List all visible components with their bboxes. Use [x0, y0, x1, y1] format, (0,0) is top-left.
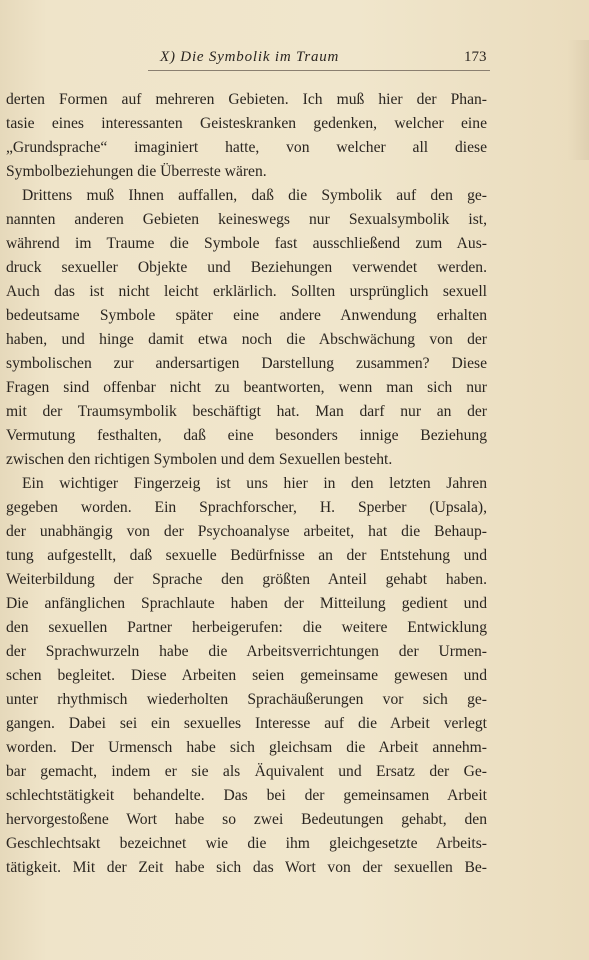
text-line: bar gemacht, indem er sie als Äquivalent und Ersatz der Ge-: [6, 763, 487, 780]
text-line: mit der Traumsymbolik beschäftigt hat. Man darf nur an der: [6, 403, 487, 420]
text-line: Drittens muß Ihnen auffallen, daß die Symbolik auf den ge-: [22, 187, 487, 204]
text-line: haben, und hinge damit etwa noch die Abschwächung von der: [6, 331, 487, 348]
text-line: schlechtstätigkeit behandelte. Das bei der gemeinsamen Arbeit: [6, 787, 487, 804]
text-line: Geschlechtsakt bezeichnet wie die ihm gleichgesetzte Arbeits-: [6, 835, 487, 852]
text-line: nannten anderen Gebieten keineswegs nur Sexualsymbolik ist,: [6, 211, 487, 228]
text-line: der unabhängig von der Psychoanalyse arbeitet, hat die Behaup-: [6, 523, 487, 540]
text-line: symbolischen zur andersartigen Darstellung zusammen? Diese: [6, 355, 487, 372]
text-line: gegeben worden. Ein Sprachforscher, H. Sperber (Upsala),: [6, 499, 487, 516]
text-line: schen begleitet. Diese Arbeiten seien gemeinsame gewesen und: [6, 667, 487, 684]
header-rule: [148, 70, 490, 71]
text-line: tung aufgestellt, daß sexuelle Bedürfnisse an der Entstehung und: [6, 547, 487, 564]
text-line: Die anfänglichen Sprachlaute haben der Mitteilung gedient und: [6, 595, 487, 612]
text-line: hervorgestoßene Wort habe so zwei Bedeutungen gehabt, den: [6, 811, 487, 828]
text-line: Symbolbeziehungen die Überreste wären.: [6, 163, 267, 180]
page-header: [0, 47, 589, 71]
text-line: „Grundsprache“ imaginiert hatte, von welcher all diese: [6, 139, 487, 156]
text-line: Ein wichtiger Fingerzeig ist uns hier in den letzten Jahren: [22, 475, 487, 492]
text-line: während im Traume die Symbole fast ausschließend zum Aus-: [6, 235, 487, 252]
text-line: druck sexueller Objekte und Beziehungen verwendet werden.: [6, 259, 487, 276]
text-line: worden. Der Urmensch habe sich gleichsam die Arbeit annehm-: [6, 739, 487, 756]
text-line: zwischen den richtigen Symbolen und dem Sexuellen besteht.: [6, 451, 393, 468]
text-line: unter rhythmisch wiederholten Sprachäußerungen vor sich ge-: [6, 691, 487, 708]
page-number: 173: [464, 49, 487, 65]
text-line: tasie eines interessanten Geisteskranken gedenken, welcher eine: [6, 115, 487, 132]
text-line: Auch das ist nicht leicht erklärlich. Sollten ursprünglich sexuell: [6, 283, 487, 300]
text-line: der Sprachwurzeln habe die Arbeitsverrichtungen der Urmen-: [6, 643, 487, 660]
text-line: den sexuellen Partner herbeigerufen: die weitere Entwicklung: [6, 619, 487, 636]
running-title: X) Die Symbolik im Traum: [160, 49, 340, 65]
text-line: gangen. Dabei sei ein sexuelles Interesse auf die Arbeit verlegt: [6, 715, 487, 732]
text-line: tätigkeit. Mit der Zeit habe sich das Wort von der sexuellen Be-: [6, 859, 487, 876]
text-line: bedeutsame Symbole später eine andere Anwendung erhalten: [6, 307, 487, 324]
text-line: Vermutung festhalten, daß eine besonders innige Beziehung: [6, 427, 487, 444]
text-line: Fragen sind offenbar nicht zu beantworten, wenn man sich nur: [6, 379, 487, 396]
text-line: derten Formen auf mehreren Gebieten. Ich muß hier der Phan-: [6, 91, 487, 108]
text-line: Weiterbildung der Sprache den größten Anteil gehabt haben.: [6, 571, 487, 588]
